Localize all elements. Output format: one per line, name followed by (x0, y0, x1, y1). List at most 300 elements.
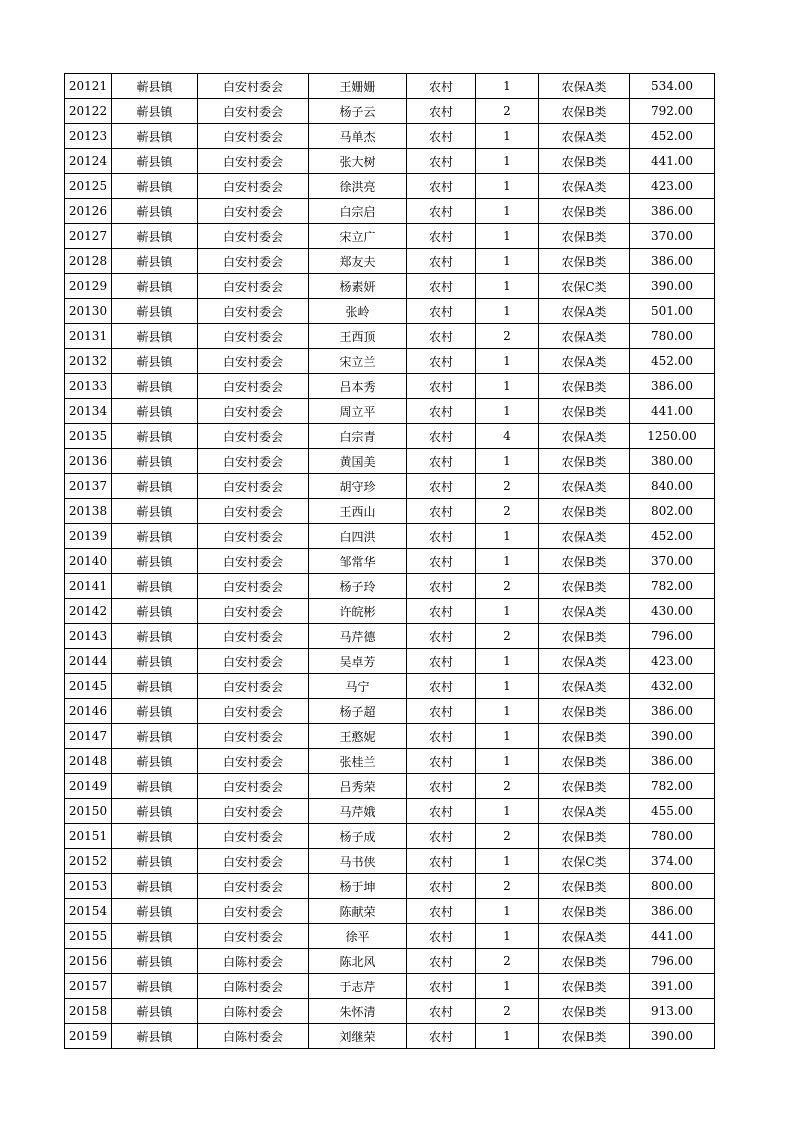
cell-count: 1 (476, 374, 539, 399)
cell-name: 张桂兰 (309, 749, 407, 774)
cell-id: 20129 (65, 274, 112, 299)
cell-count: 1 (476, 174, 539, 199)
table-row (65, 674, 715, 699)
cell-count: 1 (476, 1024, 539, 1049)
cell-residence: 农村 (407, 474, 476, 499)
cell-residence: 农村 (407, 799, 476, 824)
cell-village: 白安村委会 (198, 774, 309, 799)
table-row (65, 149, 715, 174)
cell-village: 白安村委会 (198, 199, 309, 224)
cell-id: 20125 (65, 174, 112, 199)
cell-village: 白安村委会 (198, 574, 309, 599)
table-row (65, 1024, 715, 1049)
cell-category: 农保A类 (539, 474, 630, 499)
cell-count: 1 (476, 674, 539, 699)
cell-name: 杨子成 (309, 824, 407, 849)
cell-village: 白安村委会 (198, 549, 309, 574)
cell-id: 20123 (65, 124, 112, 149)
cell-residence: 农村 (407, 74, 476, 99)
cell-town: 蕲县镇 (112, 999, 198, 1024)
cell-name: 胡守珍 (309, 474, 407, 499)
cell-name: 杨子云 (309, 99, 407, 124)
cell-category: 农保B类 (539, 199, 630, 224)
cell-amount: 380.00 (630, 449, 715, 474)
cell-count: 1 (476, 899, 539, 924)
cell-village: 白安村委会 (198, 924, 309, 949)
cell-count: 1 (476, 849, 539, 874)
table-row (65, 474, 715, 499)
cell-count: 1 (476, 974, 539, 999)
cell-name: 徐平 (309, 924, 407, 949)
table-row (65, 899, 715, 924)
cell-name: 陈北风 (309, 949, 407, 974)
cell-amount: 782.00 (630, 774, 715, 799)
table-row (65, 274, 715, 299)
cell-count: 2 (476, 999, 539, 1024)
cell-village: 白安村委会 (198, 674, 309, 699)
cell-id: 20137 (65, 474, 112, 499)
cell-count: 2 (476, 574, 539, 599)
cell-residence: 农村 (407, 274, 476, 299)
cell-village: 白陈村委会 (198, 999, 309, 1024)
cell-amount: 913.00 (630, 999, 715, 1024)
cell-name: 王憨妮 (309, 724, 407, 749)
cell-town: 蕲县镇 (112, 724, 198, 749)
cell-category: 农保A类 (539, 599, 630, 624)
cell-village: 白安村委会 (198, 899, 309, 924)
cell-residence: 农村 (407, 549, 476, 574)
cell-town: 蕲县镇 (112, 249, 198, 274)
cell-town: 蕲县镇 (112, 899, 198, 924)
cell-name: 宋立兰 (309, 349, 407, 374)
table-row (65, 974, 715, 999)
cell-town: 蕲县镇 (112, 74, 198, 99)
table-row (65, 199, 715, 224)
cell-category: 农保B类 (539, 399, 630, 424)
cell-residence: 农村 (407, 599, 476, 624)
cell-residence: 农村 (407, 874, 476, 899)
cell-name: 马书侠 (309, 849, 407, 874)
cell-name: 马芹德 (309, 624, 407, 649)
cell-amount: 782.00 (630, 574, 715, 599)
table-row (65, 499, 715, 524)
cell-count: 1 (476, 74, 539, 99)
table-row (65, 174, 715, 199)
cell-category: 农保A类 (539, 124, 630, 149)
cell-village: 白安村委会 (198, 99, 309, 124)
cell-amount: 432.00 (630, 674, 715, 699)
cell-id: 20144 (65, 649, 112, 674)
table-row (65, 99, 715, 124)
cell-name: 许皖彬 (309, 599, 407, 624)
cell-count: 1 (476, 699, 539, 724)
cell-residence: 农村 (407, 374, 476, 399)
cell-id: 20138 (65, 499, 112, 524)
cell-count: 1 (476, 149, 539, 174)
cell-amount: 534.00 (630, 74, 715, 99)
cell-id: 20150 (65, 799, 112, 824)
cell-village: 白安村委会 (198, 824, 309, 849)
cell-amount: 386.00 (630, 699, 715, 724)
cell-town: 蕲县镇 (112, 374, 198, 399)
cell-village: 白安村委会 (198, 749, 309, 774)
cell-category: 农保B类 (539, 249, 630, 274)
cell-count: 2 (476, 474, 539, 499)
cell-residence: 农村 (407, 449, 476, 474)
cell-id: 20122 (65, 99, 112, 124)
cell-id: 20132 (65, 349, 112, 374)
cell-id: 20157 (65, 974, 112, 999)
cell-village: 白安村委会 (198, 474, 309, 499)
cell-count: 1 (476, 449, 539, 474)
cell-residence: 农村 (407, 499, 476, 524)
cell-category: 农保A类 (539, 799, 630, 824)
cell-name: 张大树 (309, 149, 407, 174)
cell-count: 2 (476, 499, 539, 524)
cell-town: 蕲县镇 (112, 449, 198, 474)
cell-id: 20146 (65, 699, 112, 724)
table-row (65, 424, 715, 449)
cell-town: 蕲县镇 (112, 149, 198, 174)
cell-id: 20127 (65, 224, 112, 249)
cell-amount: 390.00 (630, 1024, 715, 1049)
cell-id: 20158 (65, 999, 112, 1024)
cell-name: 王西顶 (309, 324, 407, 349)
cell-name: 吕本秀 (309, 374, 407, 399)
cell-town: 蕲县镇 (112, 324, 198, 349)
cell-town: 蕲县镇 (112, 849, 198, 874)
cell-id: 20141 (65, 574, 112, 599)
cell-residence: 农村 (407, 899, 476, 924)
cell-residence: 农村 (407, 849, 476, 874)
cell-residence: 农村 (407, 399, 476, 424)
cell-amount: 455.00 (630, 799, 715, 824)
table-row (65, 574, 715, 599)
cell-id: 20136 (65, 449, 112, 474)
cell-count: 4 (476, 424, 539, 449)
cell-village: 白安村委会 (198, 424, 309, 449)
cell-town: 蕲县镇 (112, 824, 198, 849)
cell-name: 徐洪亮 (309, 174, 407, 199)
cell-category: 农保B类 (539, 99, 630, 124)
cell-id: 20124 (65, 149, 112, 174)
cell-id: 20159 (65, 1024, 112, 1049)
cell-name: 刘继荣 (309, 1024, 407, 1049)
cell-village: 白安村委会 (198, 374, 309, 399)
cell-category: 农保A类 (539, 349, 630, 374)
cell-category: 农保B类 (539, 499, 630, 524)
cell-category: 农保B类 (539, 899, 630, 924)
cell-name: 杨于坤 (309, 874, 407, 899)
table-row (65, 224, 715, 249)
table-row (65, 299, 715, 324)
cell-count: 1 (476, 399, 539, 424)
cell-residence: 农村 (407, 824, 476, 849)
cell-amount: 780.00 (630, 824, 715, 849)
cell-id: 20156 (65, 949, 112, 974)
cell-residence: 农村 (407, 999, 476, 1024)
cell-town: 蕲县镇 (112, 399, 198, 424)
cell-town: 蕲县镇 (112, 274, 198, 299)
records-table-body (65, 74, 715, 1049)
cell-amount: 792.00 (630, 99, 715, 124)
cell-category: 农保B类 (539, 949, 630, 974)
cell-id: 20149 (65, 774, 112, 799)
cell-village: 白安村委会 (198, 74, 309, 99)
cell-town: 蕲县镇 (112, 649, 198, 674)
cell-count: 2 (476, 824, 539, 849)
cell-amount: 390.00 (630, 724, 715, 749)
cell-id: 20154 (65, 899, 112, 924)
cell-name: 黄国美 (309, 449, 407, 474)
cell-name: 王西山 (309, 499, 407, 524)
cell-name: 白宗启 (309, 199, 407, 224)
cell-id: 20134 (65, 399, 112, 424)
cell-residence: 农村 (407, 674, 476, 699)
table-row (65, 374, 715, 399)
cell-name: 吕秀荣 (309, 774, 407, 799)
cell-count: 1 (476, 224, 539, 249)
cell-amount: 441.00 (630, 149, 715, 174)
cell-residence: 农村 (407, 174, 476, 199)
cell-town: 蕲县镇 (112, 574, 198, 599)
cell-amount: 501.00 (630, 299, 715, 324)
cell-id: 20143 (65, 624, 112, 649)
records-table (64, 73, 715, 1049)
cell-count: 1 (476, 599, 539, 624)
cell-residence: 农村 (407, 749, 476, 774)
cell-name: 朱怀清 (309, 999, 407, 1024)
cell-name: 杨子玲 (309, 574, 407, 599)
cell-amount: 386.00 (630, 899, 715, 924)
cell-village: 白安村委会 (198, 324, 309, 349)
cell-id: 20145 (65, 674, 112, 699)
cell-village: 白安村委会 (198, 499, 309, 524)
cell-village: 白安村委会 (198, 724, 309, 749)
cell-category: 农保B类 (539, 374, 630, 399)
cell-name: 郑友夫 (309, 249, 407, 274)
cell-town: 蕲县镇 (112, 499, 198, 524)
table-row (65, 874, 715, 899)
cell-count: 1 (476, 799, 539, 824)
cell-count: 1 (476, 299, 539, 324)
cell-town: 蕲县镇 (112, 549, 198, 574)
table-row (65, 249, 715, 274)
cell-category: 农保B类 (539, 774, 630, 799)
table-row (65, 824, 715, 849)
table-row (65, 524, 715, 549)
cell-name: 周立平 (309, 399, 407, 424)
cell-village: 白安村委会 (198, 799, 309, 824)
cell-category: 农保A类 (539, 324, 630, 349)
cell-id: 20126 (65, 199, 112, 224)
cell-name: 马芹娥 (309, 799, 407, 824)
cell-name: 宋立广 (309, 224, 407, 249)
cell-residence: 农村 (407, 424, 476, 449)
cell-village: 白安村委会 (198, 624, 309, 649)
table-row (65, 774, 715, 799)
table-row (65, 949, 715, 974)
cell-count: 1 (476, 199, 539, 224)
cell-category: 农保B类 (539, 724, 630, 749)
cell-count: 2 (476, 624, 539, 649)
cell-residence: 农村 (407, 574, 476, 599)
cell-category: 农保B类 (539, 549, 630, 574)
cell-town: 蕲县镇 (112, 699, 198, 724)
cell-residence: 农村 (407, 199, 476, 224)
cell-category: 农保B类 (539, 974, 630, 999)
cell-id: 20147 (65, 724, 112, 749)
cell-residence: 农村 (407, 924, 476, 949)
cell-amount: 370.00 (630, 224, 715, 249)
cell-town: 蕲县镇 (112, 874, 198, 899)
cell-village: 白陈村委会 (198, 949, 309, 974)
cell-village: 白安村委会 (198, 874, 309, 899)
cell-residence: 农村 (407, 299, 476, 324)
cell-amount: 423.00 (630, 649, 715, 674)
table-row (65, 599, 715, 624)
cell-amount: 802.00 (630, 499, 715, 524)
cell-amount: 840.00 (630, 474, 715, 499)
cell-amount: 452.00 (630, 349, 715, 374)
cell-amount: 391.00 (630, 974, 715, 999)
table-row (65, 449, 715, 474)
cell-residence: 农村 (407, 624, 476, 649)
cell-category: 农保A类 (539, 649, 630, 674)
cell-village: 白安村委会 (198, 124, 309, 149)
table-row (65, 549, 715, 574)
cell-village: 白安村委会 (198, 599, 309, 624)
table-row (65, 624, 715, 649)
cell-count: 2 (476, 949, 539, 974)
cell-name: 陈献荣 (309, 899, 407, 924)
table-row (65, 349, 715, 374)
cell-name: 张岭 (309, 299, 407, 324)
cell-town: 蕲县镇 (112, 224, 198, 249)
cell-town: 蕲县镇 (112, 799, 198, 824)
cell-village: 白安村委会 (198, 149, 309, 174)
cell-town: 蕲县镇 (112, 974, 198, 999)
cell-count: 1 (476, 349, 539, 374)
cell-name: 白宗青 (309, 424, 407, 449)
cell-town: 蕲县镇 (112, 774, 198, 799)
cell-id: 20142 (65, 599, 112, 624)
cell-count: 2 (476, 99, 539, 124)
cell-residence: 农村 (407, 1024, 476, 1049)
cell-town: 蕲县镇 (112, 924, 198, 949)
cell-village: 白安村委会 (198, 399, 309, 424)
cell-town: 蕲县镇 (112, 674, 198, 699)
cell-category: 农保B类 (539, 1024, 630, 1049)
cell-amount: 452.00 (630, 524, 715, 549)
cell-count: 1 (476, 649, 539, 674)
cell-town: 蕲县镇 (112, 124, 198, 149)
cell-id: 20152 (65, 849, 112, 874)
cell-residence: 农村 (407, 224, 476, 249)
cell-residence: 农村 (407, 349, 476, 374)
cell-id: 20133 (65, 374, 112, 399)
cell-name: 杨素妍 (309, 274, 407, 299)
cell-residence: 农村 (407, 149, 476, 174)
cell-village: 白安村委会 (198, 224, 309, 249)
cell-category: 农保C类 (539, 849, 630, 874)
cell-name: 马单杰 (309, 124, 407, 149)
cell-amount: 370.00 (630, 549, 715, 574)
cell-village: 白安村委会 (198, 249, 309, 274)
cell-residence: 农村 (407, 99, 476, 124)
cell-town: 蕲县镇 (112, 524, 198, 549)
cell-amount: 386.00 (630, 199, 715, 224)
cell-category: 农保B类 (539, 999, 630, 1024)
table-row (65, 649, 715, 674)
cell-count: 1 (476, 524, 539, 549)
cell-village: 白陈村委会 (198, 974, 309, 999)
cell-category: 农保A类 (539, 174, 630, 199)
cell-count: 1 (476, 249, 539, 274)
cell-amount: 386.00 (630, 749, 715, 774)
cell-residence: 农村 (407, 974, 476, 999)
cell-id: 20148 (65, 749, 112, 774)
table-row (65, 799, 715, 824)
cell-name: 杨子超 (309, 699, 407, 724)
table-row (65, 749, 715, 774)
cell-count: 2 (476, 774, 539, 799)
cell-count: 1 (476, 549, 539, 574)
cell-category: 农保A类 (539, 299, 630, 324)
cell-town: 蕲县镇 (112, 1024, 198, 1049)
cell-category: 农保B类 (539, 824, 630, 849)
cell-town: 蕲县镇 (112, 749, 198, 774)
cell-category: 农保B类 (539, 624, 630, 649)
cell-town: 蕲县镇 (112, 424, 198, 449)
table-row (65, 849, 715, 874)
cell-category: 农保A类 (539, 524, 630, 549)
cell-category: 农保A类 (539, 74, 630, 99)
table-row (65, 999, 715, 1024)
cell-town: 蕲县镇 (112, 99, 198, 124)
cell-count: 1 (476, 924, 539, 949)
cell-residence: 农村 (407, 699, 476, 724)
cell-village: 白安村委会 (198, 524, 309, 549)
cell-residence: 农村 (407, 949, 476, 974)
cell-town: 蕲县镇 (112, 949, 198, 974)
cell-id: 20131 (65, 324, 112, 349)
cell-category: 农保A类 (539, 924, 630, 949)
cell-town: 蕲县镇 (112, 299, 198, 324)
cell-amount: 796.00 (630, 624, 715, 649)
cell-village: 白陈村委会 (198, 1024, 309, 1049)
cell-category: 农保B类 (539, 224, 630, 249)
cell-town: 蕲县镇 (112, 599, 198, 624)
cell-count: 1 (476, 274, 539, 299)
cell-village: 白安村委会 (198, 649, 309, 674)
cell-residence: 农村 (407, 724, 476, 749)
cell-amount: 390.00 (630, 274, 715, 299)
cell-village: 白安村委会 (198, 274, 309, 299)
cell-village: 白安村委会 (198, 349, 309, 374)
cell-residence: 农村 (407, 774, 476, 799)
cell-id: 20130 (65, 299, 112, 324)
cell-category: 农保B类 (539, 699, 630, 724)
cell-town: 蕲县镇 (112, 199, 198, 224)
cell-residence: 农村 (407, 124, 476, 149)
cell-village: 白安村委会 (198, 849, 309, 874)
cell-town: 蕲县镇 (112, 474, 198, 499)
cell-count: 1 (476, 749, 539, 774)
cell-amount: 452.00 (630, 124, 715, 149)
cell-count: 2 (476, 324, 539, 349)
cell-category: 农保A类 (539, 674, 630, 699)
